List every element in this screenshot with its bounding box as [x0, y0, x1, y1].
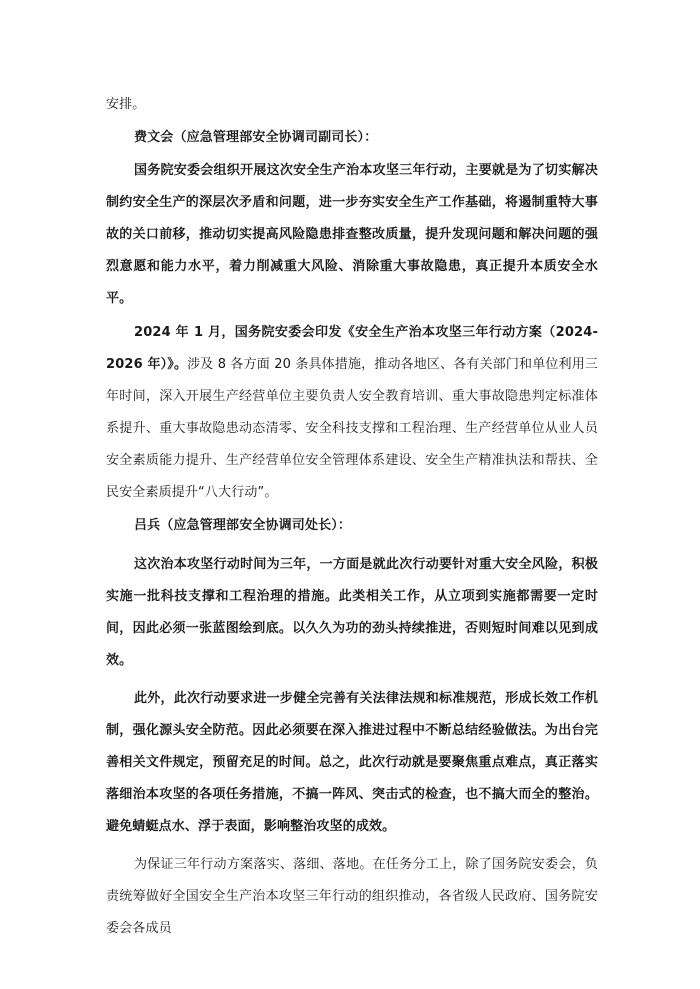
document-body: [106, 89, 598, 945]
action-plan-lead: 2024 年 1 月，国务院安委会印发《安全生产治本攻坚三年行动方案（2024-2026 年）》。: [106, 325, 598, 372]
paragraph-continuation: 安排。: [106, 97, 146, 112]
speaker-fei-wenhui: 费文会（应急管理部安全协调司副司长）：: [134, 130, 378, 145]
action-plan-body: 涉及 8 各方面 20 条具体措施，推动各地区、各有关部门和单位利用三年时间，深入开展生产经营单位主要负责人安全教育培训、重大事故隐患判定标准体系提升、重大事故隐患动态清零、安全科技支撑和工程治理、生产经营单位从业人员安全素质能力提升、生产经营单位安全管理体系建设、安全生产精准执法和帮扶、全民安全素质提升“八大行动”。: [106, 357, 598, 500]
paragraph-task-division: 为保证三年行动方案落实、落细、落地。在任务分工上，除了国务院安委会，负责统筹做好全国安全生产治本攻坚三年行动的组织推动，各省级人民政府、国务院安委会各成员: [106, 857, 598, 936]
paragraph-lv-statement-2: 此外，此次行动要求进一步健全完善有关法律法规和标准规范，形成长效工作机制，强化源头安全防范。因此必须要在深入推进过程中不断总结经验做法。为出台完善相关文件规定，预留充足的时间。总之，此次行动就是要聚焦重点难点，真正落实落细治本攻坚的各项任务措施，不搞一阵风、突击式的检查，也不搞大而全的整治。避免蜻蜓点水、浮于表面，影响整治攻坚的成效。: [106, 691, 598, 834]
paragraph-fei-statement: 国务院安委会组织开展这次安全生产治本攻坚三年行动，主要就是为了切实解决制约安全生产的深层次矛盾和问题，进一步夯实安全生产工作基础，将遏制重特大事故的关口前移，推动切实提高风险隐患排查整改质量，提升发现问题和解决问题的强烈意愿和能力水平，着力削减重大风险、消除重大事故隐患，真正提升本质安全水平。: [106, 163, 598, 306]
speaker-lv-bing: 吕兵（应急管理部安全协调司处长）：: [134, 518, 352, 533]
paragraph-lv-statement-1: 这次治本攻坚行动时间为三年，一方面是就此次行动要针对重大安全风险，积极实施一批科技支撑和工程治理的措施。此类相关工作，从立项到实施都需要一定时间，因此必须一张蓝图绘到底。以久久为功的劲头持续推进，否则短时间难以见到成效。: [106, 557, 598, 668]
paragraph-action-plan: [106, 317, 598, 509]
